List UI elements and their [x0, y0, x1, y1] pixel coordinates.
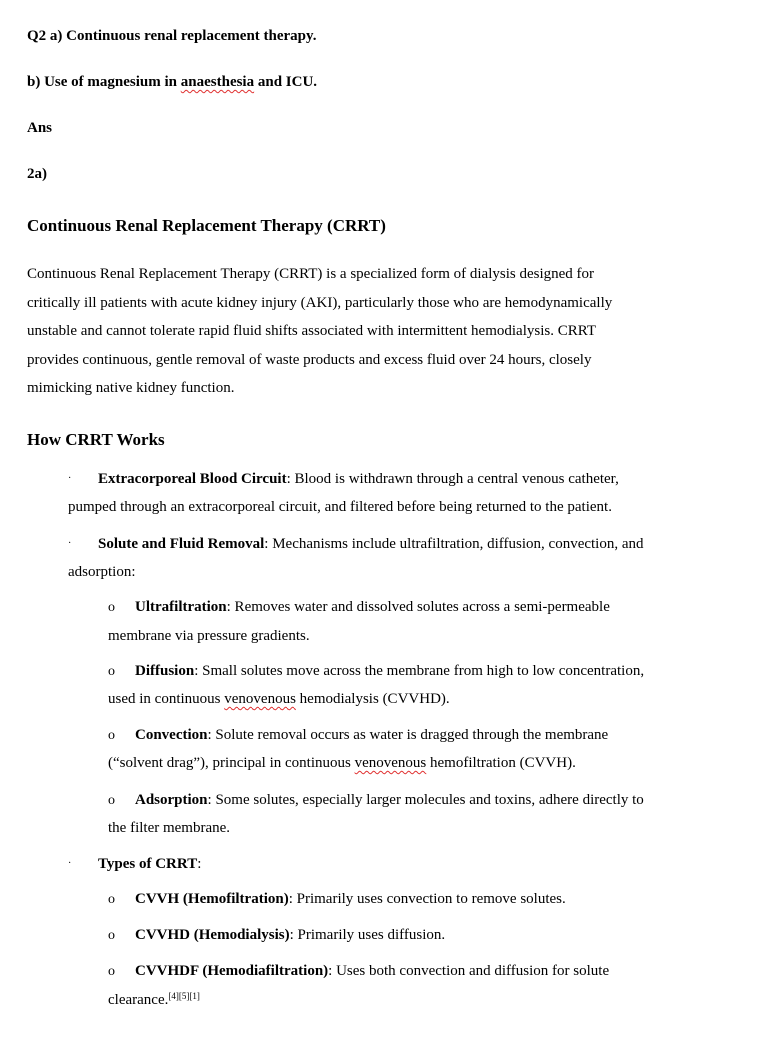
intro-line: mimicking native kidney function. — [27, 380, 235, 396]
continuation-text: hemodialysis (CVVHD). — [295, 691, 450, 707]
intro-line: unstable and cannot tolerate rapid fluid shifts associated with intermittent hemodialysis. CRRT — [27, 323, 596, 339]
reference-links[interactable]: [4][5][1] — [168, 991, 200, 1001]
bullet-item — [68, 854, 201, 874]
sub-bullet-item — [108, 597, 610, 618]
sub-bullet-term: CVVH (Hemofiltration) — [135, 891, 289, 907]
sub-bullet-continuation — [108, 753, 576, 773]
section-heading: Continuous Renal Replacement Therapy (CRRT) — [27, 216, 386, 235]
sub-bullet-text: : Primarily uses diffusion. — [289, 927, 446, 943]
bullet-term: Extracorporeal Blood Circuit — [98, 471, 287, 487]
intro-line: Continuous Renal Replacement Therapy (CRRT) is a specialized form of dialysis designed for — [27, 266, 595, 282]
intro-line: provides continuous, gentle removal of waste products and excess fluid over 24 hours, closely — [27, 352, 592, 368]
sub-bullet-marker: o — [108, 964, 115, 979]
bullet-continuation: pumped through an extracorporeal circuit, and filtered before being returned to the patient. — [68, 499, 612, 515]
sub-bullet-item — [108, 790, 644, 811]
subsection-heading: How CRRT Works — [27, 430, 165, 449]
sub-bullet-continuation — [108, 990, 200, 1010]
sub-bullet-marker: o — [108, 600, 115, 615]
spellcheck-word: venovenous — [224, 691, 296, 707]
continuation-text: hemofiltration (CVVH). — [426, 755, 576, 771]
spellcheck-word: venovenous — [354, 755, 427, 771]
sub-bullet-item — [108, 925, 445, 946]
bullet-marker: · — [68, 858, 72, 869]
sub-bullet-text: : Removes water and dissolved solutes across a semi-permeable — [226, 599, 610, 615]
bullet-text: : — [197, 856, 202, 872]
sub-bullet-text: : Solute removal occurs as water is dragged through the membrane — [207, 727, 609, 743]
sub-bullet-marker: o — [108, 928, 115, 943]
spellcheck-word: anaesthesia — [180, 74, 255, 90]
question-b-prefix: b) Use of magnesium in — [27, 74, 181, 90]
intro-line: critically ill patients with acute kidney injury (AKI), particularly those who are hemodynamically — [27, 295, 613, 311]
sub-bullet-text: : Some solutes, especially larger molecules and toxins, adhere directly to — [207, 792, 644, 808]
sub-bullet-item — [108, 661, 644, 682]
sub-bullet-marker: o — [108, 892, 115, 907]
sub-bullet-continuation — [108, 689, 450, 709]
sub-bullet-text: : Primarily uses convection to remove solutes. — [288, 891, 566, 907]
sub-bullet-marker: o — [108, 664, 115, 679]
bullet-term: Types of CRRT — [98, 856, 198, 872]
bullet-marker: · — [68, 473, 72, 484]
sub-bullet-term: Diffusion — [135, 663, 195, 679]
question-a: Q2 a) Continuous renal replacement therapy. — [27, 28, 317, 44]
sub-bullet-continuation: the filter membrane. — [108, 820, 231, 836]
bullet-item — [68, 469, 619, 489]
sub-bullet-term: Ultrafiltration — [135, 599, 227, 615]
sub-bullet-continuation: membrane via pressure gradients. — [108, 628, 310, 644]
bullet-marker: · — [68, 538, 72, 549]
sub-bullet-term: CVVHDF (Hemodiafiltration) — [135, 963, 329, 979]
sub-bullet-term: CVVHD (Hemodialysis) — [135, 927, 290, 943]
continuation-text: clearance. — [108, 992, 169, 1008]
question-b-suffix: and ICU. — [254, 74, 318, 90]
sub-bullet-item — [108, 889, 566, 910]
sub-bullet-marker: o — [108, 793, 115, 808]
sub-bullet-text: : Uses both convection and diffusion for solute — [328, 963, 610, 979]
bullet-term: Solute and Fluid Removal — [98, 536, 265, 552]
sub-bullet-term: Convection — [135, 727, 208, 743]
bullet-item — [68, 534, 644, 554]
part-label: 2a) — [27, 166, 47, 182]
continuation-text: (“solvent drag”), principal in continuous — [108, 755, 355, 771]
sub-bullet-item — [108, 961, 609, 982]
sub-bullet-term: Adsorption — [135, 792, 208, 808]
sub-bullet-text: : Small solutes move across the membrane from high to low concentration, — [194, 663, 645, 679]
bullet-text: : Blood is withdrawn through a central venous catheter, — [286, 471, 619, 487]
sub-bullet-marker: o — [108, 728, 115, 743]
answer-label: Ans — [27, 120, 53, 136]
sub-bullet-item — [108, 725, 608, 746]
continuation-text: used in continuous — [108, 691, 225, 707]
bullet-text: : Mechanisms include ultrafiltration, diffusion, convection, and — [264, 536, 644, 552]
question-b — [27, 72, 317, 92]
bullet-continuation: adsorption: — [68, 564, 136, 580]
